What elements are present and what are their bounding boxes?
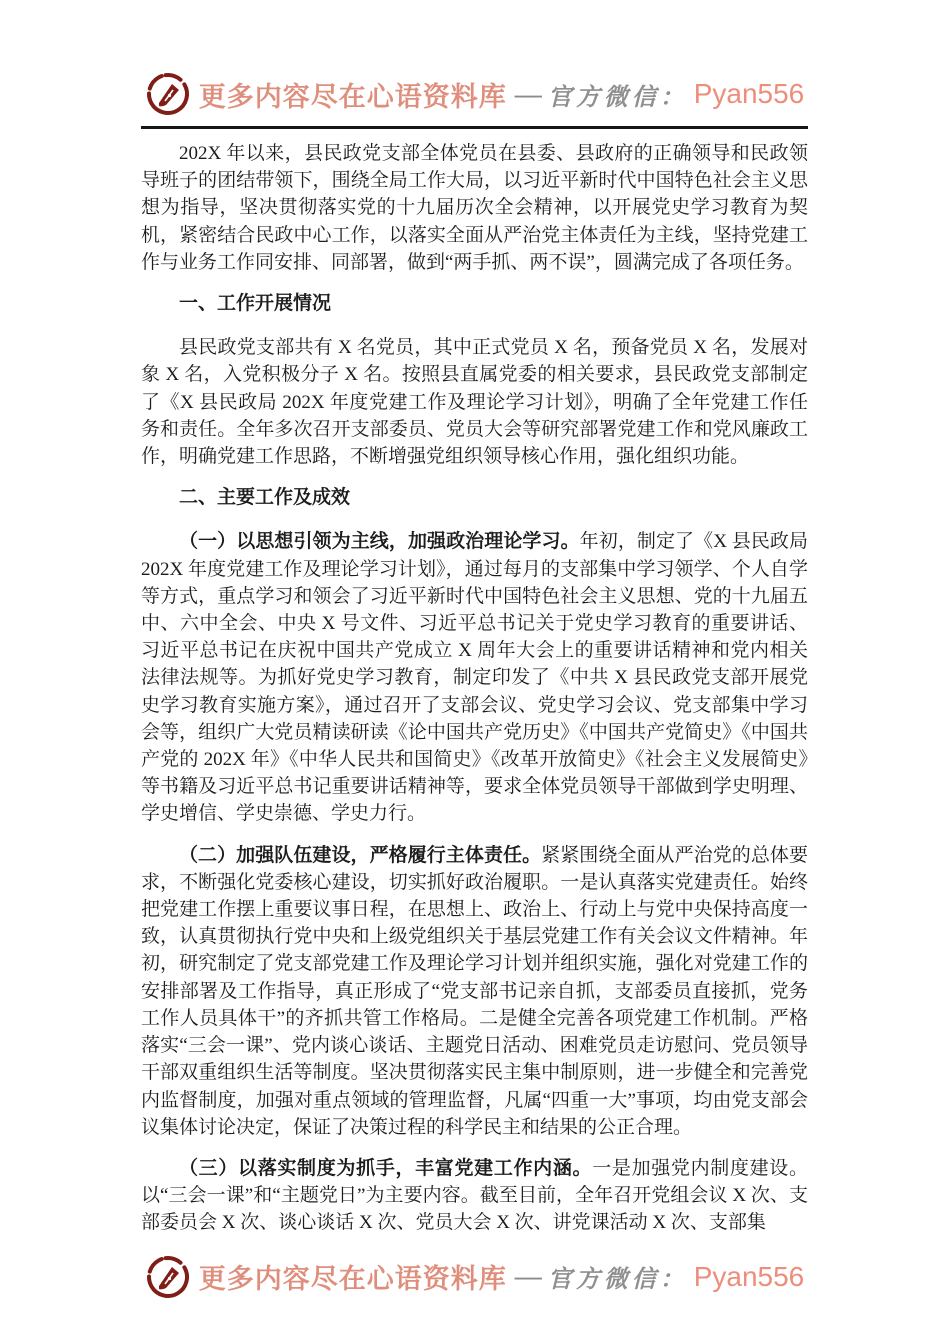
heading-section-1: 一、工作开展情况 xyxy=(179,293,332,315)
sub2-body: 紧紧围绕全面从严治党的总体要求，不断强化党委核心建设，切实抓好政治履职。一是认真落实党建责任。始终把党建工作摆上重要议事日程，在思想上、政治上、行动上与党中央保持高度一致，认真贯彻执行党中央和上级党组织关于基层党建工作有关会议文件精神。年初，研究制定了党支部党建工作及理论学习计划并组织实施，强化对党建工作的安排部署及工作指导，真正形成了“党支部书记亲自抓，支部委员直接抓，党务工作人员具体干”的齐抓共管工作格局。二是健全完善各项党建工作机制。严格落实“三会一课”、党内谈心谈话、主题党日活动、困难党员走访慰问、党员领导干部双重组织生活等制度。坚决贯彻落实民主集中制原则，进一步健全和完善党内监督制度，加强对重点领域的管理监督，凡属“四重一大”事项，均由党支部会议集体讨论决定，保证了决策过程的科学民主和结果的公正合理。 xyxy=(141,844,808,1138)
sub3-lead: （三）以落实制度为抓手，丰富党建工作内涵。 xyxy=(179,1157,593,1179)
paragraph-sub-3 xyxy=(141,1155,808,1237)
pen-seal-icon xyxy=(145,71,191,117)
pen-seal-icon xyxy=(145,1254,191,1300)
paragraph-section-1: 县民政党支部共有 X 名党员，其中正式党员 X 名，预备党员 X 名，发展对象 X 名，入党积极分子 X 名。按照县直属党委的相关要求，县民政党支部制定了《X 县民政局 202X 年度党建工作及理论学习计划》，明确了全年党建工作任务和责任。全年多次召开支部委员、党员大会等研究部署党建工作和党风廉政工作，明确党建工作思路，不断增强党组织领导核心作用，强化组织功能。 xyxy=(141,337,808,468)
watermark-wechat-id: Pyan556 xyxy=(693,1260,805,1292)
paragraph-sub-1 xyxy=(141,528,808,827)
watermark-footer xyxy=(141,1251,808,1303)
watermark-brand-text: 更多内容尽在心语资料库 xyxy=(198,81,507,112)
watermark-wechat-label: 官方微信： xyxy=(547,1267,688,1294)
sub3-body: 一是加强党内制度建设。以“三会一课”和“主题党日”为主要内容。截至目前，全年召开党组会议 X 次、支部委员会 X 次、谈心谈话 X 次、党员大会 X 次、讲党课活动 X 次、支部集 xyxy=(141,1157,808,1234)
watermark-brand-text: 更多内容尽在心语资料库 xyxy=(198,1264,507,1295)
sub1-body: 年初，制定了《X 县民政局 202X 年度党建工作及理论学习计划》，通过每月的支部集中学习领学、个人自学等方式，重点学习和领会了习近平新时代中国特色社会主义思想、党的十九届五中、六中全会、中央 X 号文件、习近平总书记关于党史学习教育的重要讲话、习近平总书记在庆祝中国共产党成立 X 周年大会上的重要讲话精神和党内相关法律法规等。为抓好党史学习教育，制定印发了《中共 X 县民政党支部开展党史学习教育实施方案》，通过召开了支部会议、党史学习会议、党支部集中学习会等，组织广大党员精读研读《论中国共产党历史》《中国共产党简史》《中国共产党的 202X 年》《中华人民共和国简史》《改革开放简史》《社会主义发展简史》等书籍及习近平总书记重要讲话精神等，要求全体党员领导干部做到学史明理、学史增信、学史崇德、学史力行。 xyxy=(141,531,808,825)
watermark-header xyxy=(141,68,808,120)
heading-section-2: 二、主要工作及成效 xyxy=(179,487,351,509)
watermark-dash: — xyxy=(514,78,542,109)
watermark-dash: — xyxy=(514,1261,542,1292)
sub2-lead: （二）加强队伍建设，严格履行主体责任。 xyxy=(179,844,542,866)
sub1-lead: （一）以思想引领为主线，加强政治理论学习。 xyxy=(179,531,580,553)
header-rule xyxy=(141,126,808,129)
document-body xyxy=(141,140,808,1237)
paragraph-intro: 202X 年以来，县民政党支部全体党员在县委、县政府的正确领导和民政领导班子的团结带领下，围绕全局工作大局，以习近平新时代中国特色社会主义思想为指导，坚决贯彻落实党的十九届历次全会精神，以开展党史学习教育为契机，紧密结合民政中心工作，以落实全面从严治党主体责任为主线，坚持党建工作与业务工作同安排、同部署，做到“两手抓、两不误”，圆满完成了各项任务。 xyxy=(141,143,808,273)
watermark-wechat-label: 官方微信： xyxy=(547,84,688,111)
watermark-wechat-id: Pyan556 xyxy=(693,78,805,109)
paragraph-sub-2 xyxy=(141,842,808,1141)
